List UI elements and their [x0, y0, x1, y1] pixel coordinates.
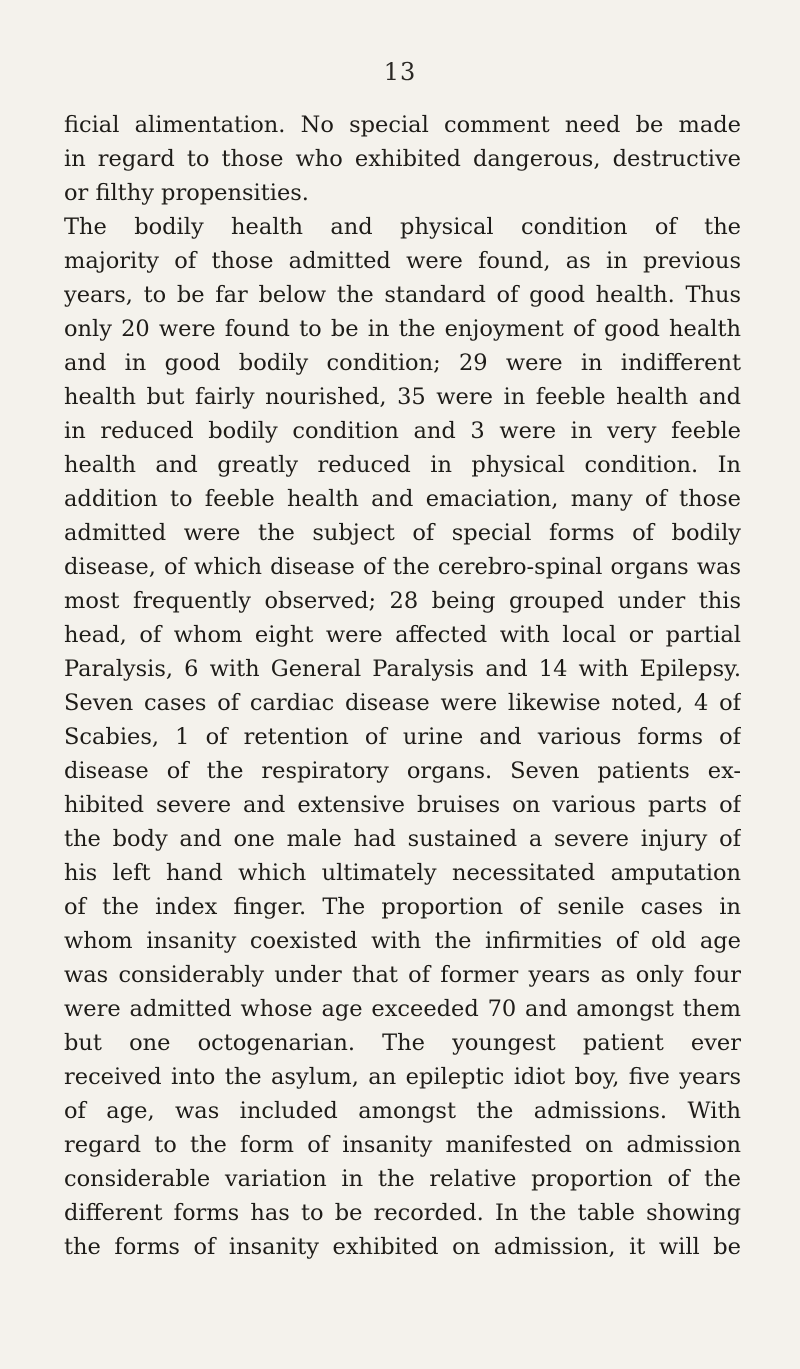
text-line: of the index finger. The proportion of senile cases in	[64, 894, 741, 920]
text-line: only 20 were found to be in the enjoyment of good health	[64, 316, 741, 342]
text-line: his left hand which ultimately necessitated amputation	[64, 860, 741, 886]
text-line: majority of those admitted were found, as in previous	[64, 248, 741, 274]
text-line: and in good bodily condition; 29 were in indifferent	[64, 350, 741, 376]
text-line: ficial alimentation. No special comment need be made	[64, 112, 741, 138]
text-line: received into the asylum, an epileptic idiot boy, five years	[64, 1064, 741, 1090]
text-line: of age, was included amongst the admissions. With	[64, 1098, 741, 1124]
text-line: Seven cases of cardiac disease were likewise noted, 4 of	[64, 690, 741, 716]
text-line: hibited severe and extensive bruises on various parts of	[64, 792, 741, 818]
text-line: Scabies, 1 of retention of urine and various forms of	[64, 724, 741, 750]
text-line: admitted were the subject of special forms of bodily	[64, 520, 741, 546]
text-line: the forms of insanity exhibited on admission, it will be	[64, 1234, 741, 1260]
text-line: disease of the respiratory organs. Seven patients ex-	[64, 758, 741, 784]
text-line: but one octogenarian. The youngest patient ever	[64, 1030, 741, 1056]
text-line: The bodily health and physical condition of the	[64, 214, 741, 240]
text-line: disease, of which disease of the cerebro-spinal organs was	[64, 554, 741, 580]
page-number: 13	[383, 58, 417, 86]
text-line: different forms has to be recorded. In the table showing	[64, 1200, 741, 1226]
text-line: head, of whom eight were affected with local or partial	[64, 622, 741, 648]
text-line: health but fairly nourished, 35 were in feeble health and	[64, 384, 741, 410]
text-line: was considerably under that of former years as only four	[64, 962, 741, 988]
body-text	[64, 108, 741, 1264]
text-line: Paralysis, 6 with General Paralysis and 14 with Epilepsy.	[64, 656, 741, 682]
text-line: whom insanity coexisted with the infirmities of old age	[64, 928, 741, 954]
text-line: in regard to those who exhibited dangerous, destructive	[64, 146, 741, 172]
text-line: health and greatly reduced in physical condition. In	[64, 452, 741, 478]
text-line: or filthy propensities.	[64, 180, 309, 206]
text-line: most frequently observed; 28 being grouped under this	[64, 588, 741, 614]
text-line: addition to feeble health and emaciation, many of those	[64, 486, 741, 512]
text-line: years, to be far below the standard of good health. Thus	[64, 282, 741, 308]
text-line: regard to the form of insanity manifested on admission	[64, 1132, 741, 1158]
text-line: were admitted whose age exceeded 70 and amongst them	[64, 996, 741, 1022]
text-line: considerable variation in the relative proportion of the	[64, 1166, 741, 1192]
text-line: in reduced bodily condition and 3 were in very feeble	[64, 418, 741, 444]
text-line: the body and one male had sustained a severe injury of	[64, 826, 741, 852]
